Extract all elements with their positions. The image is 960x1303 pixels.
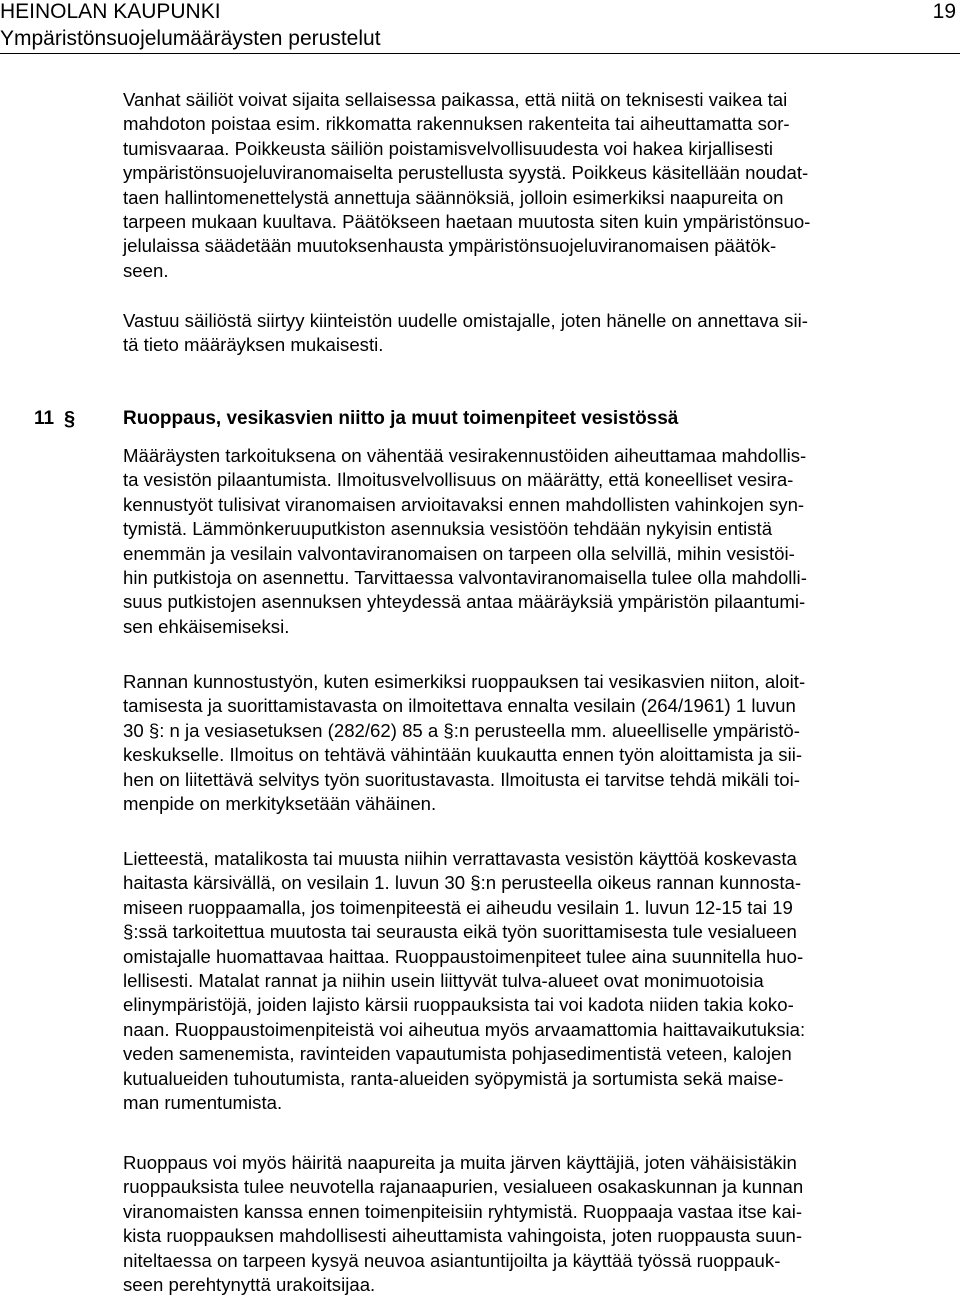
organization-name: HEINOLAN KAUPUNKI	[0, 0, 221, 23]
section-title: Ruoppaus, vesikasvien niitto ja muut toimenpiteet vesistössä	[123, 408, 679, 429]
paragraph-tank-responsibility: Vastuu säiliöstä siirtyy kiinteistön uudelle omistajalle, joten hänelle on annettava sii- tä tieto määräyksen mukaisesti.	[123, 310, 808, 356]
header-divider	[0, 53, 960, 54]
section-sign: §	[64, 408, 76, 430]
paragraph-purpose: Määräysten tarkoituksena on vähentää vesirakennustöiden aiheuttamaa mahdollis- ta vesistön pilaantumista. Ilmoitusvelvollisuus on määrätty, että koneelliset vesira- kennustyöt tulisivat viranomaisen arvioitavaksi ennen mahdollisten vahinkojen syn- tymistä. Lämmönkeruuputkiston asennuksia vesistöön tehdään nykyisin entistä enemmän ja vesilain valvontaviranomaisen on tarpeen olla selvillä, mihin vesistöi- hin putkistoja on asennettu. Tarvittaessa valvontaviranomaisella tulee olla mahdolli- suus putkistojen asennuksen yhteydessä antaa määräyksiä ympäristön pilaantumi- sen ehkäisemiseksi.	[123, 445, 807, 637]
paragraph-shore-restoration: Rannan kunnostustyön, kuten esimerkiksi ruoppauksen tai vesikasvien niiton, aloit- tamisesta ja suorittamistavasta on ilmoitettava ennalta vesilain (264/1961) 1 luvun 30 §: n ja vesiasetuksen (282/62) 85 a §:n perusteella mm. alueelliselle ympäristö- keskukselle. Ilmoitus on tehtävä vähintään kuukautta ennen työn aloittamista ja sii- hen on liitettävä selvitys työn suoritustavasta. Ilmoitusta ei tarvitse tehdä mikäli toi- menpide on merkityksetään vähäinen.	[123, 671, 806, 815]
page-number: 19	[932, 0, 956, 23]
document-subtitle: Ympäristönsuojelumääräysten perustelut	[0, 27, 381, 50]
paragraph-old-tanks: Vanhat säiliöt voivat sijaita sellaisessa paikassa, että niitä on teknisesti vaikea tai mahdoton poistaa esim. rikkomatta rakennuksen rakenteita tai aiheuttamatta sor- tumisvaaraa. Poikkeusta säiliön poistamisvelvollisuudesta voi hakea kirjallisesti ympäristönsuojeluviranomaiselta perustellusta syystä. Poikkeus käsitellään noudat- taen hallintomenettelystä annettuja säännöksiä, jolloin esimerkiksi naapureita on tarpeen mukaan kuultava. Päätökseen haetaan muutosta siten kuin ympäristönsuo- jelulaissa säädetään muutoksenhausta ympäristönsuojeluviranomaisen päätök- seen.	[123, 89, 811, 281]
section-number: 11	[34, 408, 55, 429]
paragraph-dredging-rights: Lietteestä, matalikosta tai muusta niihin verrattavasta vesistön käyttöä koskevasta haitasta kärsivällä, on vesilain 1. luvun 30 §:n perusteella oikeus rannan kunnosta- miseen ruoppaamalla, jos toimenpiteestä ei aiheudu vesilain 1. luvun 12-15 tai 19 §:ssä tarkoitettua muutosta tai seurausta eikä työn suorittamisesta tule vesialueen omistajalle huomattavaa haittaa. Ruoppaustoimenpiteet tulee aina suunnitella huo- lellisesti. Matalat rannat ja niihin usein liittyvät tulva-alueet ovat monimuotoisia elinympäristöjä, joiden lajisto kärsii ruoppauksista tai voi kadota niiden takia koko- naan. Ruoppaustoimenpiteistä voi aiheutua myös arvaamattomia haittavaikutuksia: veden samenemista, ravinteiden vapautumista pohjasedimentistä veteen, kalojen kutualueiden tuhoutumista, ranta-alueiden syöpymistä ja sortumista sekä maise- man rumentumista.	[123, 848, 806, 1114]
page-header	[0, 0, 960, 54]
paragraph-neighbours: Ruoppaus voi myös häiritä naapureita ja muita järven käyttäjiä, joten vähäisistäkin ruoppauksista tulee neuvotella rajanaapurien, vesialueen osakaskunnan ja kunnan viranomaisten kanssa ennen toimenpiteisiin ryhtymistä. Ruoppaaja vastaa itse kai- kista ruoppauksen mahdollisesti aiheuttamista vahingoista, joten ruoppausta suun- niteltaessa on tarpeen kysyä neuvoa asiantuntijoilta ja käyttää työssä ruoppauk- seen perehtynyttä urakoitsijaa.	[123, 1152, 804, 1296]
